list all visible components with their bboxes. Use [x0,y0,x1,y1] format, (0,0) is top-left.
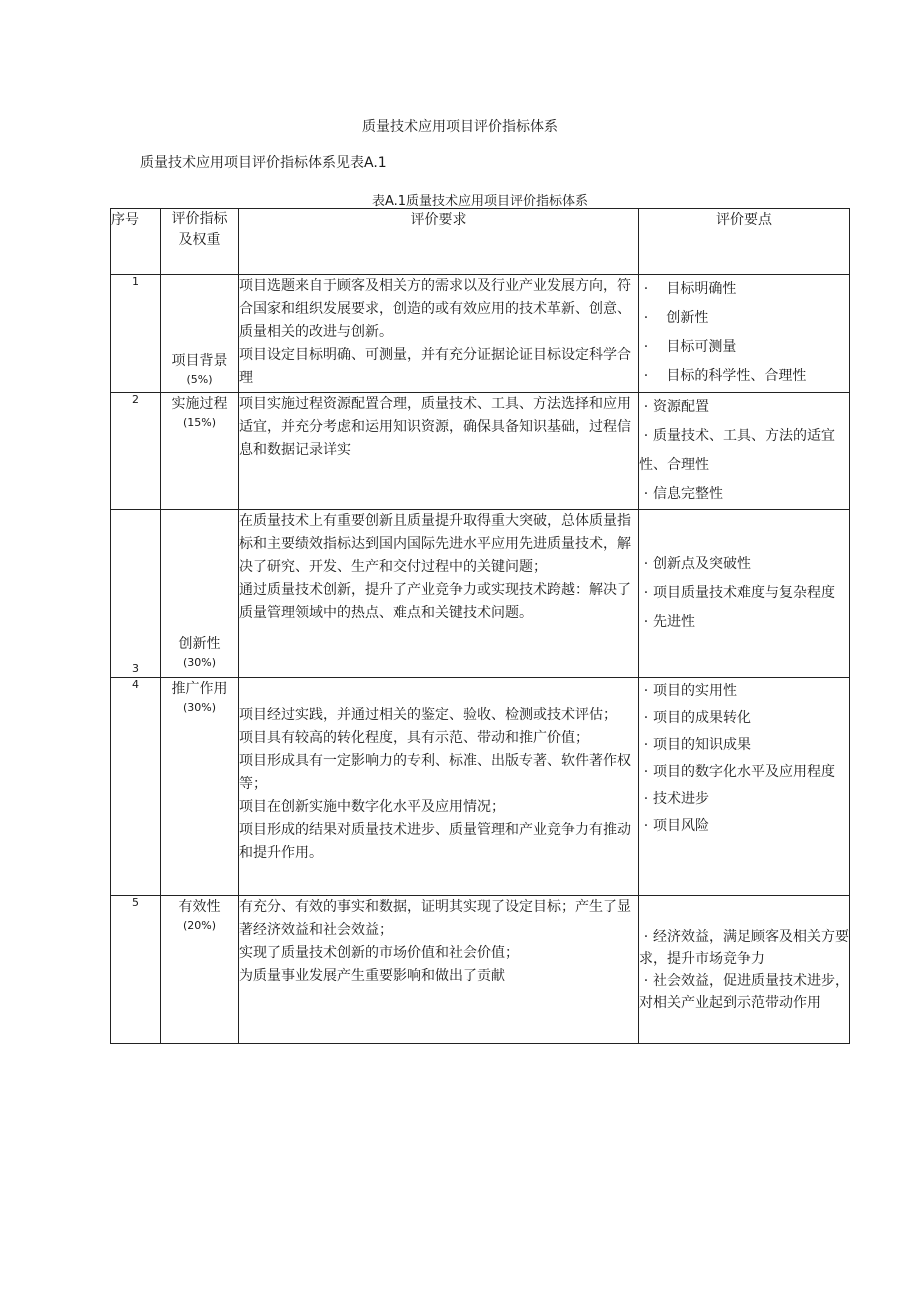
indicator-name: 创新性 [178,636,221,652]
point-item: · 目标明确性 [639,275,849,304]
requirement-line: 有充分、有效的事实和数据，证明其实现了设定目标；产生了显著经济效益和社会效益； [239,899,631,938]
document-title: 质量技术应用项目评价指标体系 [362,119,558,135]
row-seq: 1 [111,275,161,393]
row-seq: 2 [111,393,161,510]
bullet-icon: · [643,339,649,355]
point-item: · 目标可测量 [639,333,849,362]
header-seq: 序号 [111,209,161,275]
point-item: · 项目质量技术难度与复杂程度 [639,579,849,608]
row-requirements [239,510,639,678]
indicator-name: 项目背景 [171,353,228,369]
header-points: 评价要点 [639,209,850,275]
table-row [111,678,850,896]
point-item: · 项目的实用性 [639,678,849,705]
row-requirements [239,678,639,896]
row-indicator [161,393,239,510]
row-requirements [239,896,639,1044]
table-row [111,393,850,510]
requirement-line: 项目经过实践，并通过相关的鉴定、验收、检测或技术评估； [239,707,617,723]
indicator-weight: (20%) [182,919,217,932]
indicator-weight: (30%) [182,656,217,669]
bullet-icon: · [643,764,649,780]
bullet-icon: · [643,399,649,415]
row-points [639,896,850,1044]
bullet-icon: · [643,791,649,807]
row-points [639,393,850,510]
row-indicator [161,510,239,678]
row-points [639,510,850,678]
requirement-line: 项目形成具有一定影响力的专利、标准、出版专著、软件著作权等； [239,753,631,792]
row-points [639,275,850,393]
row-seq: 4 [111,678,161,896]
point-item: · 信息完整性 [639,480,849,509]
row-indicator [161,678,239,896]
indicator-name: 实施过程 [171,396,228,412]
table-row [111,510,850,678]
bullet-icon: · [643,281,649,297]
bullet-icon: · [643,972,649,989]
point-item: · 目标的科学性、合理性 [639,362,849,391]
point-item: · 社会效益，促进质量技术进步，对相关产业起到示范带动作用 [639,970,849,1014]
requirement-line: 在质量技术上有重要创新且质量提升取得重大突破，总体质量指标和主要绩效指标达到国内国际先进水平应用先进质量技术，解决了研究、开发、生产和交付过程中的关键问题； [239,513,631,575]
bullet-icon: · [643,683,649,699]
point-item: · 经济效益，满足顾客及相关方要求，提升市场竞争力 [639,926,849,970]
row-seq: 3 [111,510,161,678]
point-item: · 先进性 [639,608,849,637]
bullet-icon: · [643,368,649,384]
intro-text: 质量技术应用项目评价指标体系见表A.1 [140,155,387,171]
header-indicator-line2: 及权重 [178,232,221,248]
bullet-icon: · [643,710,649,726]
bullet-icon: · [643,585,649,601]
requirement-line: 实现了质量技术创新的市场价值和社会价值； [239,945,519,961]
requirement-line: 项目形成的结果对质量技术进步、质量管理和产业竞争力有推动和提升作用。 [239,822,631,861]
header-indicator-line1: 评价指标 [171,211,228,227]
requirement-line: 项目在创新实施中数字化水平及应用情况； [239,799,505,815]
bullet-icon: · [643,737,649,753]
indicator-weight: (15%) [182,416,217,429]
header-indicator [161,209,239,275]
requirement-line: 项目选题来自于顾客及相关方的需求以及行业产业发展方向，符合国家和组织发展要求，创造的或有效应用的技术革新、创意、质量相关的改进与创新。 [239,278,631,340]
row-indicator [161,896,239,1044]
bullet-icon: · [643,486,649,502]
bullet-icon: · [643,556,649,572]
row-requirements [239,393,639,510]
indicator-name: 推广作用 [171,681,228,697]
point-item: · 创新性 [639,304,849,333]
point-item: · 创新点及突破性 [639,550,849,579]
indicator-weight: (30%) [182,701,217,714]
point-item: · 技术进步 [639,786,849,813]
point-item: · 项目风险 [639,813,849,840]
bullet-icon: · [643,928,649,945]
row-indicator [161,275,239,393]
table-header-row [111,209,850,275]
requirement-line: 通过质量技术创新，提升了产业竞争力或实现技术跨越：解决了质量管理领域中的热点、难点和关键技术问题。 [239,582,631,621]
table-row [111,896,850,1044]
point-item: · 资源配置 [639,393,849,422]
evaluation-table [110,208,850,1044]
point-item: · 项目的数字化水平及应用程度 [639,759,849,786]
header-requirements: 评价要求 [239,209,639,275]
bullet-icon: · [643,310,649,326]
row-requirements [239,275,639,393]
indicator-weight: (5%) [186,373,213,386]
table-caption: 表A.1质量技术应用项目评价指标体系 [371,194,589,209]
bullet-icon: · [643,428,649,444]
table-row [111,275,850,393]
point-item: · 项目的知识成果 [639,732,849,759]
requirement-line: 项目实施过程资源配置合理，质量技术、工具、方法选择和应用适宜，并充分考虑和运用知识资源，确保具备知识基础，过程信息和数据记录详实 [239,396,631,458]
indicator-name: 有效性 [178,899,221,915]
requirement-line: 项目设定目标明确、可测量，并有充分证据论证目标设定科学合理 [239,347,631,386]
point-item: · 项目的成果转化 [639,705,849,732]
requirement-line: 为质量事业发展产生重要影响和做出了贡献 [239,968,505,984]
point-item: · 质量技术、工具、方法的适宜性、合理性 [639,422,849,480]
bullet-icon: · [643,818,649,834]
bullet-icon: · [643,614,649,630]
requirement-line: 项目具有较高的转化程度，具有示范、带动和推广价值； [239,730,589,746]
row-seq: 5 [111,896,161,1044]
row-points [639,678,850,896]
